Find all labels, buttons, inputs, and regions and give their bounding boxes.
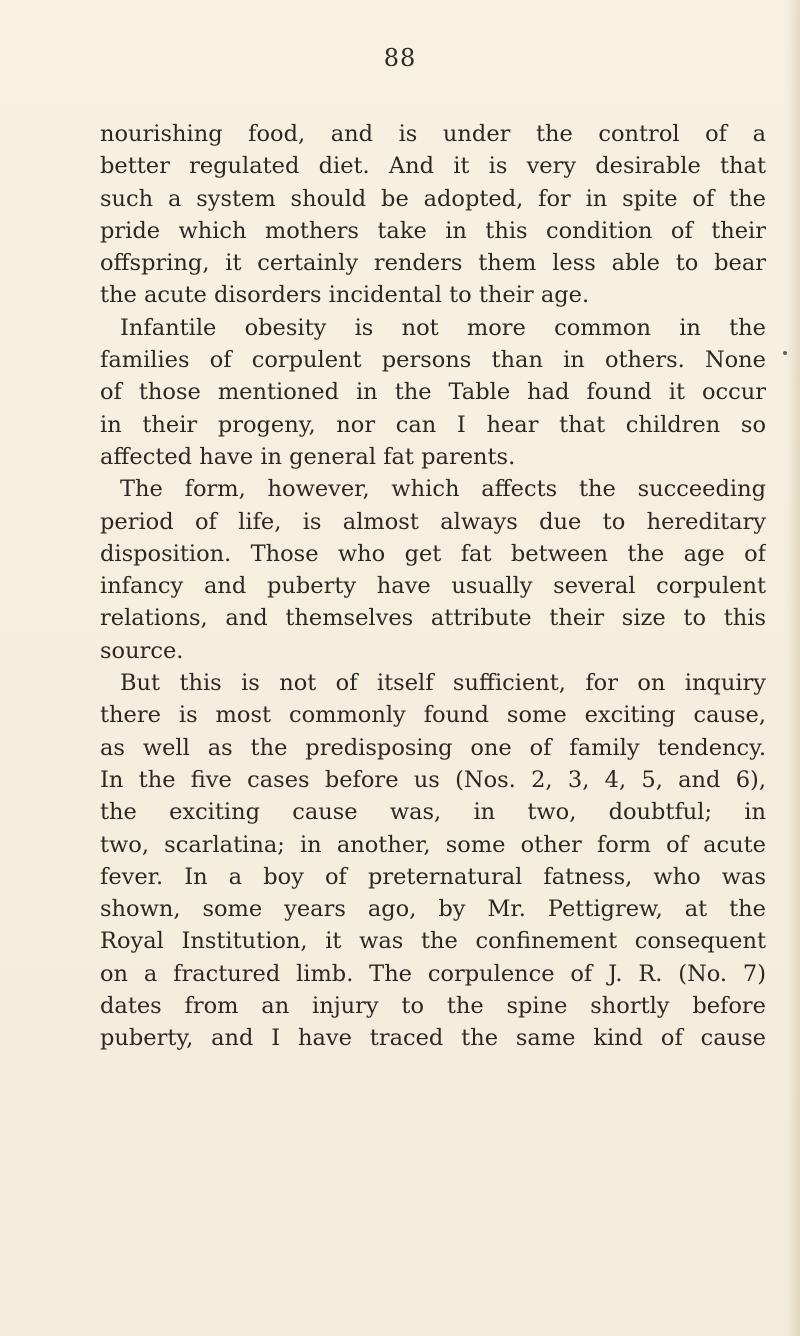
body-text <box>100 118 766 1055</box>
text-line: affected have in general fat parents. <box>100 443 516 470</box>
text-line: period of life, is almost always due to hereditary <box>100 508 766 535</box>
text-line: the exciting cause was, in two, doubtful; in <box>100 799 766 826</box>
text-line: disposition. Those who get fat between the age of <box>100 540 766 567</box>
text-line: on a fractured limb. The corpulence of J. R. (No. 7) <box>100 960 766 987</box>
text-line: shown, some years ago, by Mr. Pettigrew, at the <box>100 896 766 923</box>
text-line: Royal Institution, it was the confinement consequent <box>100 928 766 955</box>
text-line: Infantile obesity is not more common in the <box>120 314 766 341</box>
text-line: the acute disorders incidental to their age. <box>100 282 590 309</box>
text-line: pride which mothers take in this condition of their <box>100 217 766 244</box>
text-line: as well as the predisposing one of family tendency. <box>100 734 766 761</box>
text-line: source. <box>100 637 184 664</box>
text-line: better regulated diet. And it is very desirable that <box>100 153 766 180</box>
text-line: such a system should be adopted, for in spite of the <box>100 185 766 212</box>
text-line: In the five cases before us (Nos. 2, 3, 4, 5, and 6), <box>100 766 766 793</box>
page-edge <box>786 0 800 1336</box>
text-line: But this is not of itself sufficient, for on inquiry <box>120 670 766 697</box>
text-line: dates from an injury to the spine shortly before <box>100 993 766 1020</box>
text-line: infancy and puberty have usually several corpulent <box>100 573 766 600</box>
text-line: The form, however, which affects the succeeding <box>120 476 766 503</box>
text-line: two, scarlatina; in another, some other form of acute <box>100 831 766 858</box>
text-line: of those mentioned in the Table had found it occur <box>100 379 766 406</box>
text-line: puberty, and I have traced the same kind of cause <box>100 1025 766 1052</box>
text-line: families of corpulent persons than in others. None <box>100 347 766 374</box>
text-line: relations, and themselves attribute their size to this <box>100 605 766 632</box>
page-number: 88 <box>383 44 417 72</box>
text-line: there is most commonly found some exciting cause, <box>100 702 766 729</box>
text-line: in their progeny, nor can I hear that children so <box>100 411 766 438</box>
text-line: offspring, it certainly renders them less able to bear <box>100 250 766 277</box>
text-line: nourishing food, and is under the control of a <box>100 121 766 147</box>
text-line: fever. In a boy of preternatural fatness, who was <box>100 863 766 890</box>
